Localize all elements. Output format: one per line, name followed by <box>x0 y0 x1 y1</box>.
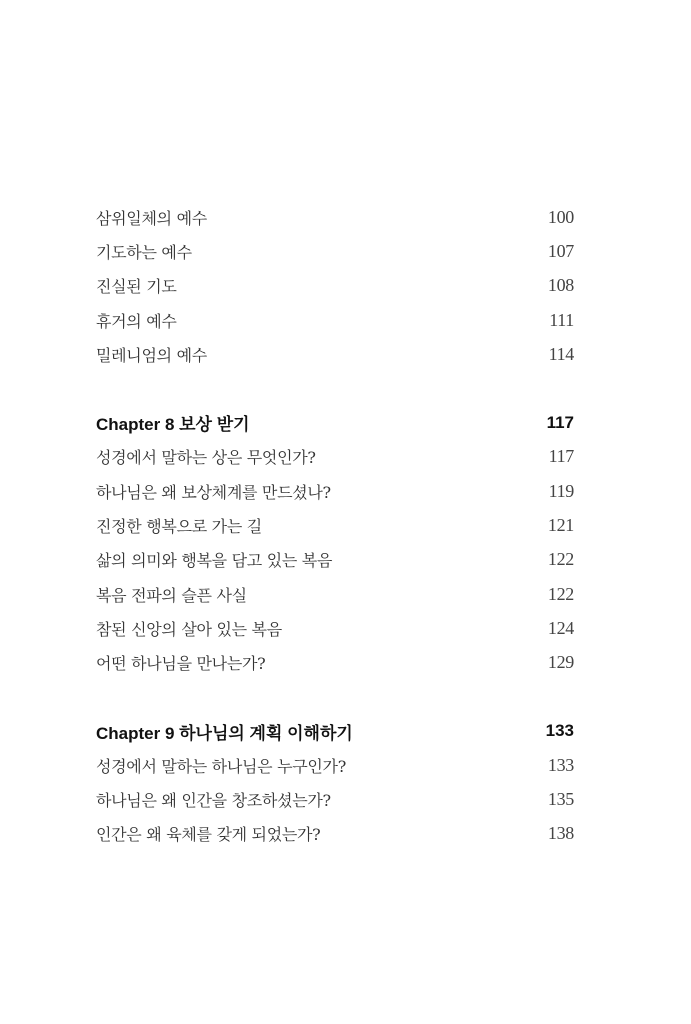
toc-entry-page: 114 <box>548 343 574 364</box>
toc-entry[interactable] <box>96 508 574 542</box>
toc-group-chapter-8 <box>96 405 574 679</box>
toc-entry-page: 133 <box>547 754 574 775</box>
toc-entry-page: 122 <box>547 583 574 604</box>
toc-entry[interactable] <box>96 817 574 851</box>
section-spacer <box>96 371 574 405</box>
toc-entry[interactable] <box>96 474 574 508</box>
toc-entry[interactable] <box>96 200 574 234</box>
toc-entry[interactable] <box>96 303 574 337</box>
toc-entry-page: 100 <box>547 206 574 227</box>
toc-entry-title: 복음 전파의 슬픈 사실 <box>96 585 247 605</box>
toc-entry-page: 124 <box>547 617 574 638</box>
toc-entry-page: 122 <box>547 549 574 570</box>
toc-entry-title: 인간은 왜 육체를 갖게 되었는가? <box>96 825 321 845</box>
toc-entry[interactable] <box>96 269 574 303</box>
toc-entry-title: 어떤 하나님을 만나는가? <box>96 654 266 674</box>
chapter-page: 117 <box>546 412 574 432</box>
toc-entry-title: 진실된 기도 <box>96 277 177 297</box>
toc-entry-title: 하나님은 왜 인간을 창조하셨는가? <box>96 791 331 811</box>
chapter-heading[interactable] <box>96 405 574 439</box>
toc-entry-page: 107 <box>547 240 574 261</box>
toc-entry[interactable] <box>96 543 574 577</box>
chapter-heading[interactable] <box>96 714 574 748</box>
toc-group-chapter-9 <box>96 714 574 851</box>
toc-entry-title: 기도하는 예수 <box>96 242 192 262</box>
toc-entry-title: 삼위일체의 예수 <box>96 208 207 228</box>
toc-entry-title: 진정한 행복으로 가는 길 <box>96 517 262 537</box>
chapter-page: 133 <box>545 721 574 740</box>
toc-entry[interactable] <box>96 748 574 782</box>
toc-entry-title: 하나님은 왜 보상체계를 만드셨나? <box>96 482 331 502</box>
toc-entry[interactable] <box>96 646 574 680</box>
chapter-title: Chapter 8 보상 받기 <box>96 415 250 435</box>
toc-entry-page: 108 <box>547 275 574 296</box>
toc-entry-page: 135 <box>547 789 574 810</box>
chapter-title: Chapter 9 하나님의 계획 이해하기 <box>96 723 353 743</box>
toc-entry[interactable] <box>96 234 574 268</box>
toc-entry-page: 117 <box>548 446 574 467</box>
toc-entry-page: 138 <box>547 823 574 844</box>
toc-entry-title: 성경에서 말하는 하나님은 누구인가? <box>96 756 346 776</box>
toc-entry-page: 111 <box>549 309 574 330</box>
toc-entry[interactable] <box>96 577 574 611</box>
toc-entry-title: 성경에서 말하는 상은 무엇인가? <box>96 448 316 468</box>
toc-entry-title: 휴거의 예수 <box>96 311 177 331</box>
toc-entry[interactable] <box>96 337 574 371</box>
toc-entry-page: 129 <box>547 652 574 673</box>
toc-entry[interactable] <box>96 782 574 816</box>
toc-entry[interactable] <box>96 611 574 645</box>
toc-entry-title: 밀레니엄의 예수 <box>96 345 207 365</box>
toc-entry-page: 121 <box>547 515 574 536</box>
toc-group-chapter-7-continued <box>96 200 574 371</box>
toc-entry-title: 삶의 의미와 행복을 담고 있는 복음 <box>96 551 333 571</box>
toc-entry-title: 참된 신앙의 살아 있는 복음 <box>96 619 282 639</box>
section-spacer <box>96 680 574 714</box>
toc-entry[interactable] <box>96 440 574 474</box>
table-of-contents <box>96 200 574 851</box>
toc-entry-page: 119 <box>548 480 574 501</box>
